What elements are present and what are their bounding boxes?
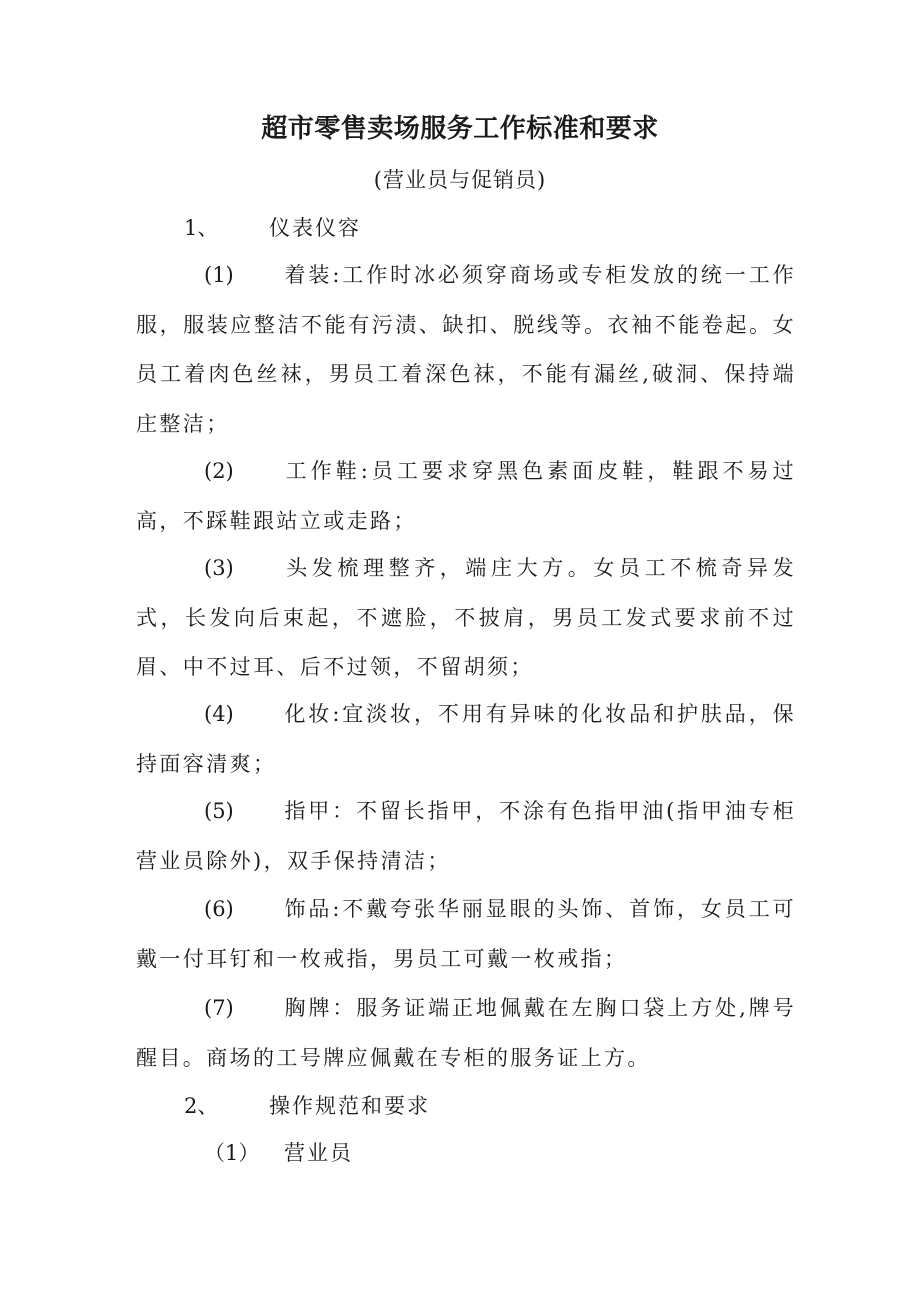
item-number: (5) <box>204 799 234 823</box>
document-title: 超市零售卖场服务工作标准和要求 <box>261 114 659 144</box>
section-title: 仪表仪容 <box>269 216 361 240</box>
item-number: (4) <box>204 702 234 726</box>
item-number: (7) <box>204 996 234 1020</box>
item-text: 化妆:宜淡妆，不用有异味的化妆品和护肤品，保持面容清爽； <box>136 702 796 776</box>
item-number: （1） <box>204 1141 260 1165</box>
paragraph-item <box>136 885 796 984</box>
section-title: 操作规范和要求 <box>269 1094 430 1118</box>
section-number: 2、 <box>184 1094 219 1118</box>
item-number: (1) <box>204 263 234 287</box>
item-text: 营业员 <box>284 1141 353 1165</box>
item-text: 着装:工作时冰必须穿商场或专柜发放的统一工作服，服装应整洁不能有污渍、缺扣、脱线等。衣袖不能卷起。女员工着肉色丝袜，男员工着深色袜，不能有漏丝,破洞、保持端庄整洁； <box>136 263 796 436</box>
section-number: 1、 <box>184 216 219 240</box>
item-text: 指甲：不留长指甲，不涂有色指甲油(指甲油专柜营业员除外)，双手保持清洁； <box>136 799 796 873</box>
item-number: (6) <box>204 897 234 921</box>
document-subtitle: (营业员与促销员) <box>373 168 547 192</box>
paragraph-item <box>136 544 796 693</box>
paragraph-item <box>136 787 796 886</box>
paragraph-item <box>136 690 796 789</box>
item-text: 饰品:不戴夸张华丽显眼的头饰、首饰，女员工可戴一付耳钉和一枚戒指，男员工可戴一枚戒指； <box>136 897 796 971</box>
paragraph-item <box>136 251 796 449</box>
item-text: 工作鞋:员工要求穿黑色素面皮鞋，鞋跟不易过高，不踩鞋跟站立或走路； <box>136 459 796 533</box>
item-number: (3) <box>204 556 234 580</box>
paragraph-item <box>136 447 796 546</box>
paragraph-item <box>136 984 796 1083</box>
item-text: 头发梳理整齐，端庄大方。女员工不梳奇异发式，长发向后束起，不遮脸，不披肩，男员工发式要求前不过眉、中不过耳、后不过领，不留胡须； <box>136 556 796 679</box>
item-text: 胸牌：服务证端正地佩戴在左胸口袋上方处,牌号醒目。商场的工号牌应佩戴在专柜的服务证上方。 <box>136 996 796 1070</box>
item-number: (2) <box>204 459 234 483</box>
